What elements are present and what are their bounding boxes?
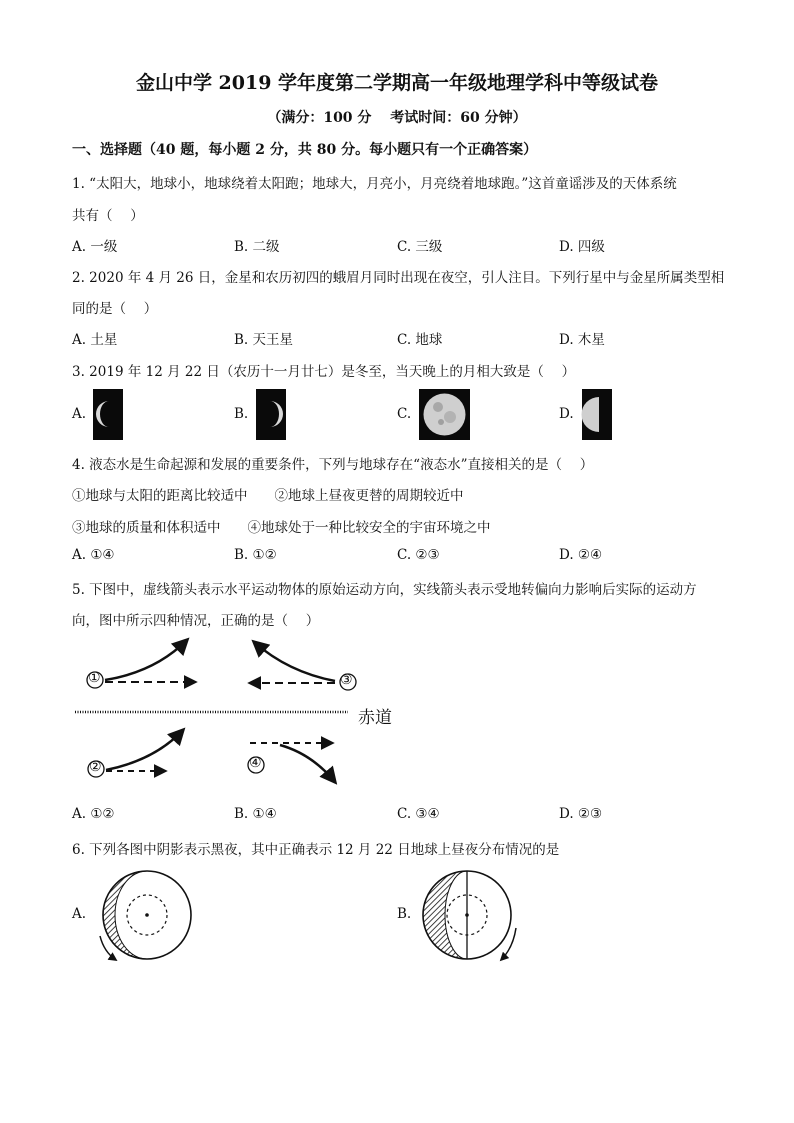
moon-phase-d-image (582, 389, 612, 440)
q5-option-b: B. ①④ (234, 806, 277, 822)
q6-option-b: B. (397, 906, 412, 922)
q4-option-c: C. ②③ (397, 547, 440, 563)
question-4-line-1: 4. 液态水是生命起源和发展的重要条件，下列与地球存在“液态水”直接相关的是（ ） (72, 457, 594, 473)
pole-point (465, 913, 469, 917)
pole-point (145, 913, 149, 917)
q2-option-a: A. 土星 (72, 332, 118, 348)
q1-option-a: A. 一级 (72, 239, 118, 255)
equator-label: 赤道 (358, 708, 392, 728)
q1-option-c: C. 三级 (397, 239, 443, 255)
question-4-statement-3-4: ③地球的质量和体积适中 ④地球处于一种比较安全的宇宙环境之中 (72, 520, 491, 536)
q2-option-c: C. 地球 (397, 332, 443, 348)
q6-option-a: A. (72, 906, 87, 922)
q5-option-c: C. ③④ (397, 806, 440, 822)
case-1-label: ① (88, 670, 101, 686)
question-1-line-2: 共有（ ） (72, 208, 144, 224)
q5-option-a: A. ①② (72, 806, 115, 822)
q5-option-d: D. ②③ (559, 806, 603, 822)
moon-phase-c-image (419, 389, 470, 440)
q2-option-b: B. 天王星 (234, 332, 294, 348)
case-1-actual-direction-arrow (105, 640, 187, 680)
exam-subtitle: （满分：100 分 考试时间：60 分钟） (267, 110, 527, 126)
last-quarter-moon-icon (582, 389, 612, 440)
question-2-line-2: 同的是（ ） (72, 301, 158, 317)
case-3-actual-direction-arrow (254, 642, 335, 681)
question-3-line-1: 3. 2019 年 12 月 22 日（农历十一月廿七）是冬至，当天晚上的月相大致是（ ） (72, 364, 576, 380)
q3-option-b: B. (234, 406, 249, 422)
q3-option-d: D. (559, 406, 574, 422)
q3-option-c: C. (397, 406, 412, 422)
exam-title: 金山中学 2019 学年度第二学期高一年级地理学科中等级试卷 (135, 72, 659, 94)
q4-option-a: A. ①④ (72, 547, 115, 563)
case-2-actual-direction-arrow (106, 730, 183, 770)
q1-option-b: B. 二级 (234, 239, 280, 255)
waning-crescent-icon (93, 389, 123, 440)
question-4-statement-1-2: ①地球与太阳的距离比较适中 ②地球上昼夜更替的周期较近中 (72, 488, 464, 504)
moon-phase-b-image (256, 389, 286, 440)
q4-option-d: D. ②④ (559, 547, 603, 563)
q6-option-a-diagram (94, 868, 204, 968)
question-5-line-2: 向，图中所示四种情况，正确的是（ ） (72, 613, 320, 629)
waxing-crescent-icon (256, 389, 286, 440)
question-2-line-1: 2. 2020 年 4 月 26 日，金星和农历初四的蛾眉月同时出现在夜空，引人注目。下列行星中与金星所属类型相 (72, 270, 725, 286)
full-moon-icon (419, 389, 470, 440)
q4-option-b: B. ①② (234, 547, 277, 563)
question-5-line-1: 5. 下图中，虚线箭头表示水平运动物体的原始运动方向，实线箭头表示受地转偏向力影响后实际的运动方 (72, 582, 697, 598)
question-1-line-1: 1. “太阳大，地球小，地球绕着太阳跑；地球大，月亮小，月亮绕着地球跑。”这首童谣涉及的天体系统 (72, 176, 677, 192)
q3-option-a: A. (72, 406, 87, 422)
case-2-label: ② (89, 759, 102, 775)
q1-option-d: D. 四级 (559, 239, 605, 255)
q2-option-d: D. 木星 (559, 332, 605, 348)
q6-option-b-diagram (415, 868, 525, 968)
question-6-line-1: 6. 下列各图中阴影表示黑夜，其中正确表示 12 月 22 日地球上昼夜分布情况的是 (72, 842, 560, 858)
case-3-label: ③ (340, 672, 353, 688)
case-4-actual-direction-arrow (280, 745, 335, 782)
section-title: 一、选择题（40 题，每小题 2 分，共 80 分。每小题只有一个正确答案） (72, 142, 538, 158)
case-4-label: ④ (249, 755, 262, 771)
moon-phase-a-image (93, 389, 123, 440)
